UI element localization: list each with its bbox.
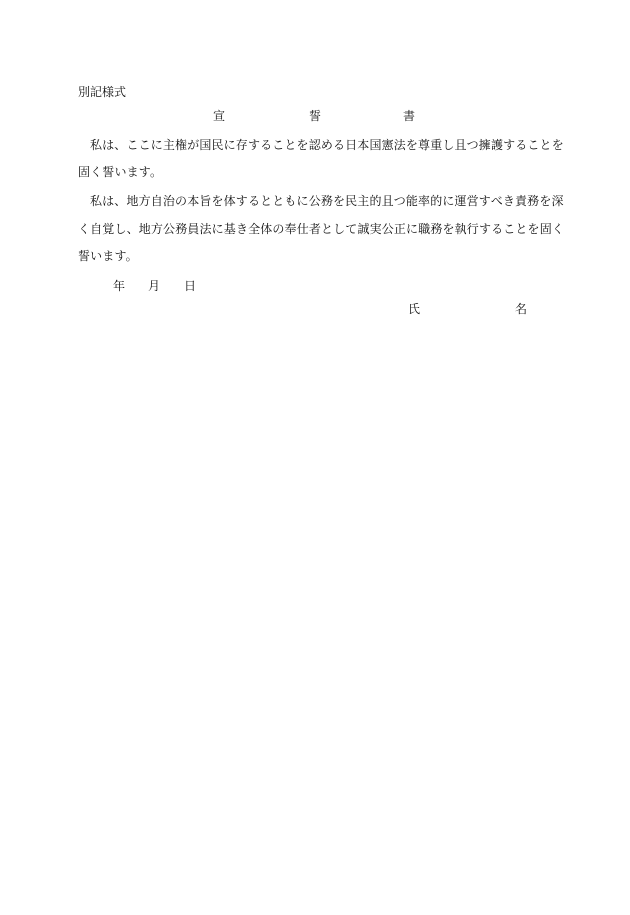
paragraph-1-line-1: 私は、ここに主権が国民に存することを認める日本国憲法を尊重し且つ擁護することを xyxy=(90,138,564,152)
paragraph-2-line-3: 誓います。 xyxy=(78,249,138,263)
signature-given-name-label: 名 xyxy=(515,302,528,316)
paragraph-2-line-2: く自覚し、地方公務員法に基き全体の奉仕者として誠実公正に職務を執行することを固く xyxy=(78,222,565,236)
title-char-sho: 書 xyxy=(403,109,416,123)
date-year-label: 年 xyxy=(113,279,126,293)
date-day-label: 日 xyxy=(184,279,197,293)
signature-family-name-label: 氏 xyxy=(408,302,421,316)
form-label: 別記様式 xyxy=(78,85,127,99)
title-char-sen: 宣 xyxy=(213,109,226,123)
title-char-sei: 誓 xyxy=(309,109,322,123)
paragraph-2-line-1: 私は、地方自治の本旨を体するとともに公務を民主的且つ能率的に運営すべき責務を深 xyxy=(90,194,564,208)
paragraph-1-line-2: 固く誓います。 xyxy=(78,165,163,179)
date-month-label: 月 xyxy=(148,279,161,293)
